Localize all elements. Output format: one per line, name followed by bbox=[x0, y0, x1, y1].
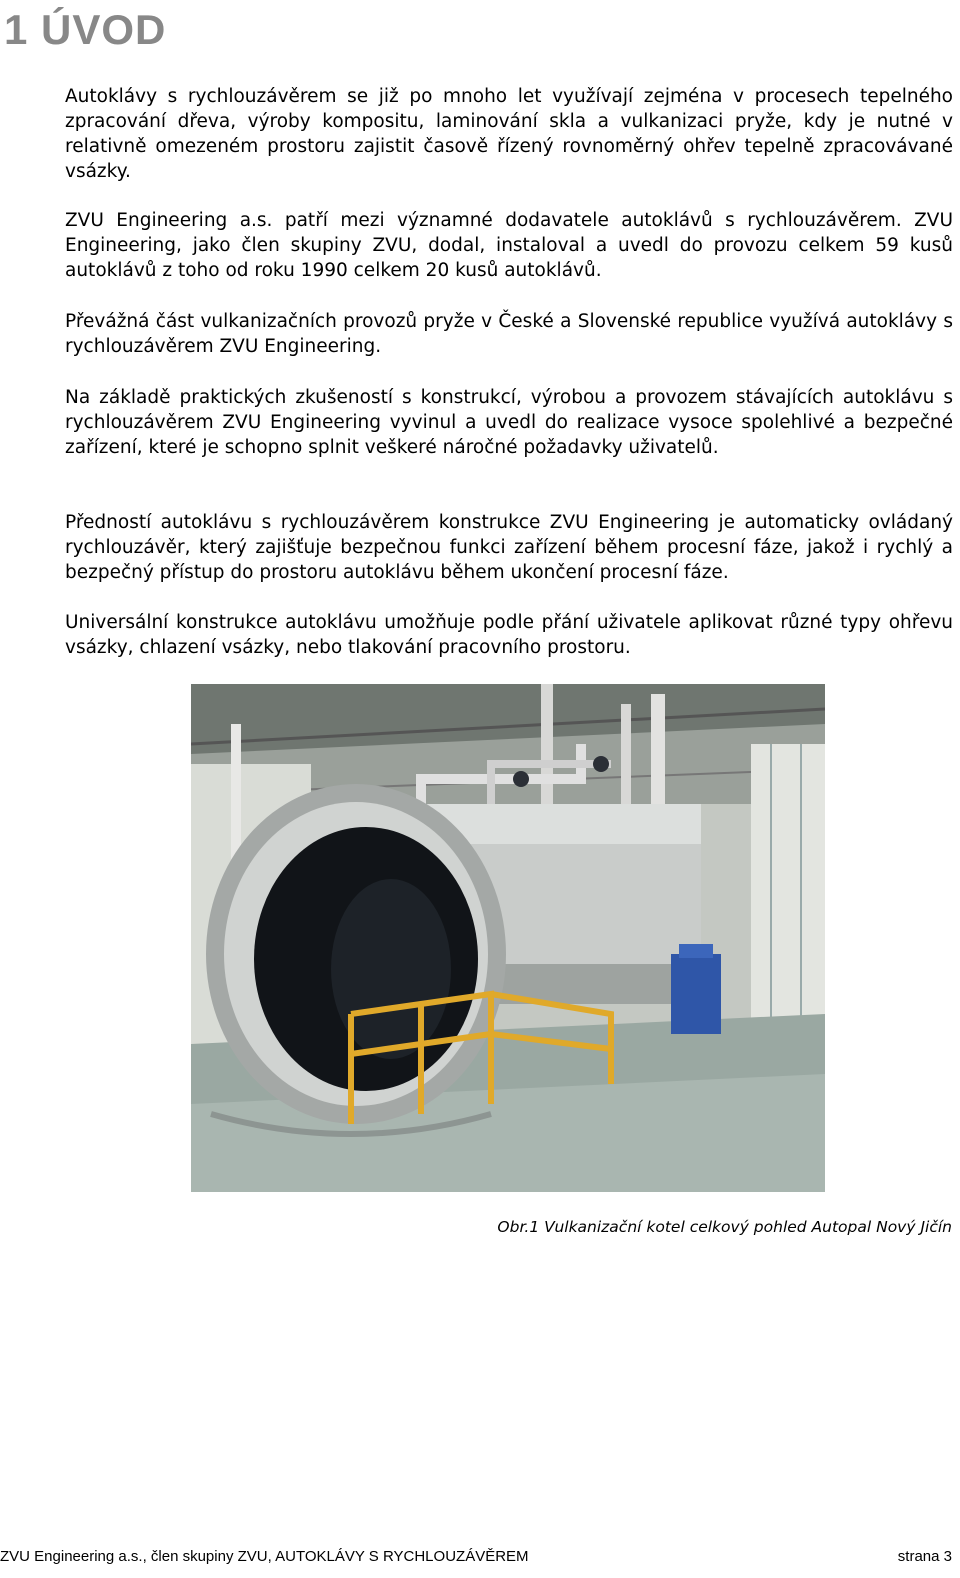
footer-title: ZVU Engineering a.s., člen skupiny ZVU, AUTOKLÁVY S RYCHLOUZÁVĚREM bbox=[0, 1548, 529, 1565]
page-heading: 1 ÚVOD bbox=[4, 6, 167, 53]
paragraph-4: Na základě praktických zkušeností s konstrukcí, výrobou a provozem stávajících autoklávu s rychlouzávěrem ZVU Engineering vyvinul a uvedl do realizace vysoce spolehlivé a bezpečné zařízení, které je schopno splnit veškeré náročné požadavky uživatelů. bbox=[65, 387, 953, 458]
paragraph-6: Universální konstrukce autoklávu umožňuje podle přání uživatele aplikovat různé typy ohřevu vsázky, chlazení vsázky, nebo tlakování pracovního prostoru. bbox=[65, 612, 953, 658]
figure-caption: Obr.1 Vulkanizační kotel celkový pohled Autopal Nový Jičín bbox=[497, 1218, 952, 1236]
autoclave-photo bbox=[191, 684, 825, 1192]
page-footer bbox=[0, 1548, 952, 1565]
paragraph-2: ZVU Engineering a.s. patří mezi významné dodavatele autoklávů s rychlouzávěrem. ZVU Engineering, jako člen skupiny ZVU, dodal, instaloval a uvedl do provozu celkem 59 kusů autoklávů z toho od roku 1990 celkem 20 kusů autoklávů. bbox=[65, 210, 953, 281]
autoclave-illustration bbox=[191, 684, 825, 1192]
paragraph-1: Autoklávy s rychlouzávěrem se již po mnoho let využívají zejména v procesech tepelného zpracování dřeva, výroby kompositu, laminování skla a vulkanizaci pryže, kdy je nutné v relativně omezeném prostoru zajistit časově řízený rovnoměrný ohřev tepelně zpracovávané vsázky. bbox=[65, 86, 953, 182]
paragraph-5: Předností autoklávu s rychlouzávěrem konstrukce ZVU Engineering je automaticky ovládaný rychlouzávěr, který zajišťuje bezpečnou funkci zařízení během procesní fáze, jakož i rychlý a bezpečný přístup do prostoru autoklávu během ukončení procesní fáze. bbox=[65, 512, 953, 583]
page-number: strana 3 bbox=[897, 1548, 952, 1565]
paragraph-3: Převážná část vulkanizačních provozů pryže v České a Slovenské republice využívá autoklávy s rychlouzávěrem ZVU Engineering. bbox=[65, 311, 953, 357]
